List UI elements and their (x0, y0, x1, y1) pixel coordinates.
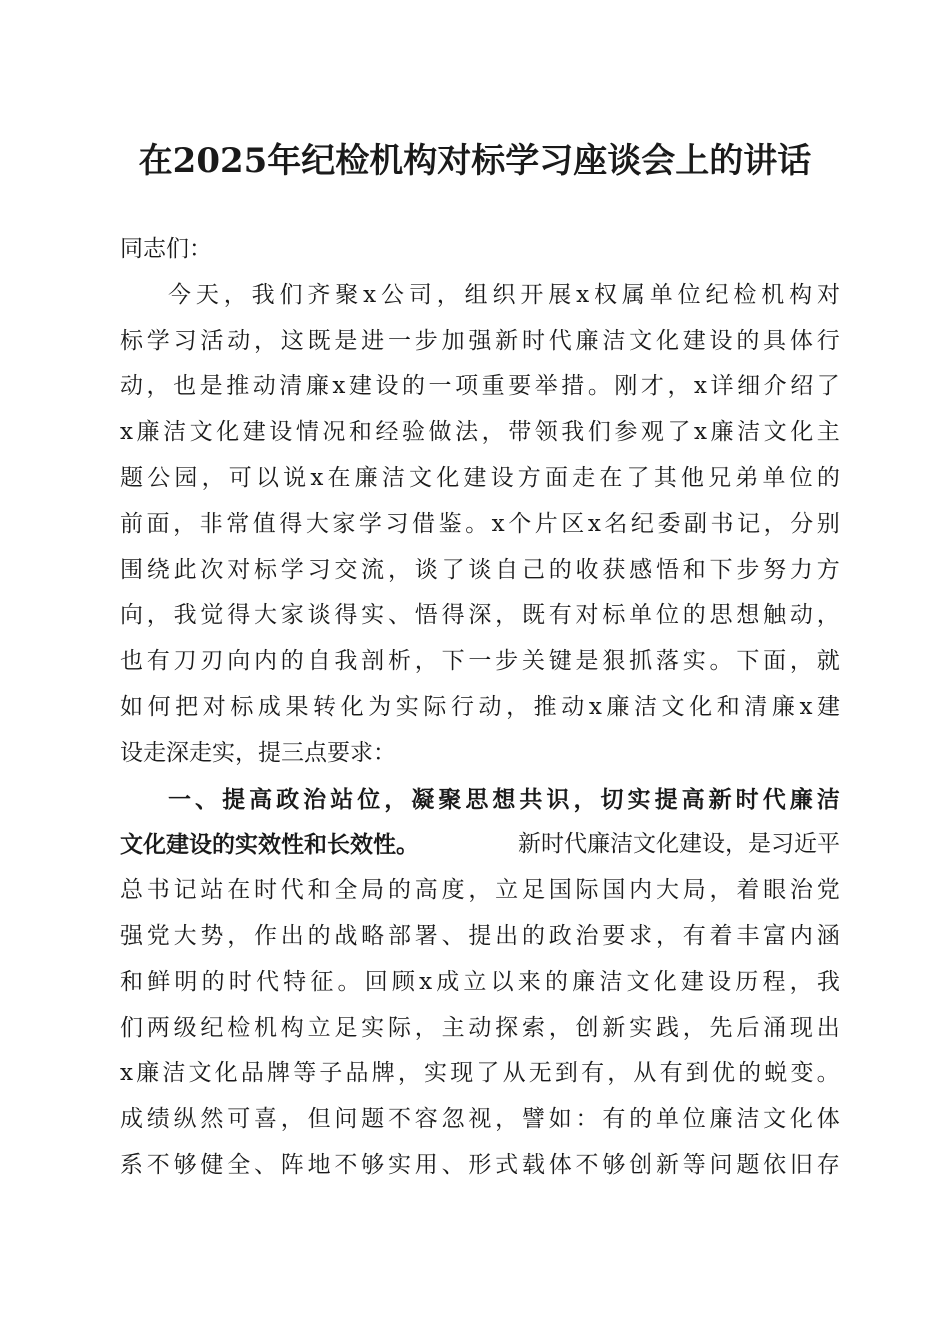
paragraph-line: 系 不 够 健 全 、 阵 地 不 够 实 用 、 形 式 载 体 不 够 创 新 等 问 题 依 旧 存 (120, 1151, 840, 1178)
paragraph-line: x 廉 洁 文 化 品 牌 等 子 品 牌 ， 实 现 了 从 无 到 有 ， 从 有 到 优 的 蜕 变 。 (120, 1060, 840, 1087)
paragraph-line: 今 天 ， 我 们 齐 聚 x 公 司 ， 组 织 开 展 x 权 属 单 位 纪 检 机 构 对 (168, 281, 840, 308)
document-body (120, 227, 840, 1189)
paragraph-line: 题 公 园 ， 可 以 说 x 在 廉 洁 文 化 建 设 方 面 走 在 了 其 他 兄 弟 单 位 的 (120, 464, 840, 491)
paragraph-line: 向 ， 我 觉 得 大 家 谈 得 实 、 悟 得 深 ， 既 有 对 标 单 位 的 思 想 触 动 ， (120, 602, 840, 629)
paragraph-line: 也 有 刀 刃 向 内 的 自 我 剖 析 ， 下 一 步 关 键 是 狠 抓 落 实 。 下 面 ， 就 (120, 648, 840, 675)
paragraph-line: 前 面 ， 非 常 值 得 大 家 学 习 借 鉴 。 x 个 片 区 x 名 纪 委 副 书 记 ， 分 别 (120, 510, 840, 537)
paragraph-line: 总 书 记 站 在 时 代 和 全 局 的 高 度 ， 立 足 国 际 国 内 大 局 ， 着 眼 治 党 (120, 877, 840, 904)
paragraph-line: 强 党 大 势 ， 作 出 的 战 略 部 署 、 提 出 的 政 治 要 求 ， 有 着 丰 富 内 涵 (120, 922, 840, 949)
section-text: 新时代廉洁文化建设，是习近平 (518, 831, 840, 858)
paragraph-line: 和 鲜 明 的 时 代 特 征 。 回 顾 x 成 立 以 来 的 廉 洁 文 化 建 设 历 程 ， 我 (120, 968, 840, 995)
paragraph-line: 围 绕 此 次 对 标 学 习 交 流 ， 谈 了 谈 自 己 的 收 获 感 悟 和 下 步 努 力 方 (120, 556, 840, 583)
salutation: 同志们： (120, 236, 212, 262)
document-title: 在2025年纪检机构对标学习座谈会上的讲话 (138, 141, 812, 181)
section-heading: 一 、 提 高 政 治 站 位 ， 凝 聚 思 想 共 识 ， 切 实 提 高 新 时 代 廉 洁 (168, 785, 840, 813)
paragraph-line: x 廉 洁 文 化 建 设 情 况 和 经 验 做 法 ， 带 领 我 们 参 观 了 x 廉 洁 文 化 主 (120, 419, 840, 446)
section-heading-end: 文化建设的实效性和长效性。 (120, 831, 419, 859)
paragraph-line: 成 绩 纵 然 可 喜 ， 但 问 题 不 容 忽 视 ， 譬 如 ： 有 的 单 位 廉 洁 文 化 体 (120, 1106, 840, 1133)
paragraph-line: 标 学 习 活 动 ， 这 既 是 进 一 步 加 强 新 时 代 廉 洁 文 化 建 设 的 具 体 行 (120, 327, 840, 354)
paragraph-line: 如 何 把 对 标 成 果 转 化 为 实 际 行 动 ， 推 动 x 廉 洁 文 化 和 清 廉 x 建 (120, 693, 840, 720)
paragraph-line: 设走深走实，提三点要求： (120, 739, 396, 766)
paragraph-line: 动 ， 也 是 推 动 清 廉 x 建 设 的 一 项 重 要 举 措 。 刚 才 ， x 详 细 介 绍 了 (120, 373, 840, 400)
section-line (120, 822, 840, 868)
paragraph-line: 们 两 级 纪 检 机 构 立 足 实 际 ， 主 动 探 索 ， 创 新 实 践 ， 先 后 涌 现 出 (120, 1014, 840, 1041)
